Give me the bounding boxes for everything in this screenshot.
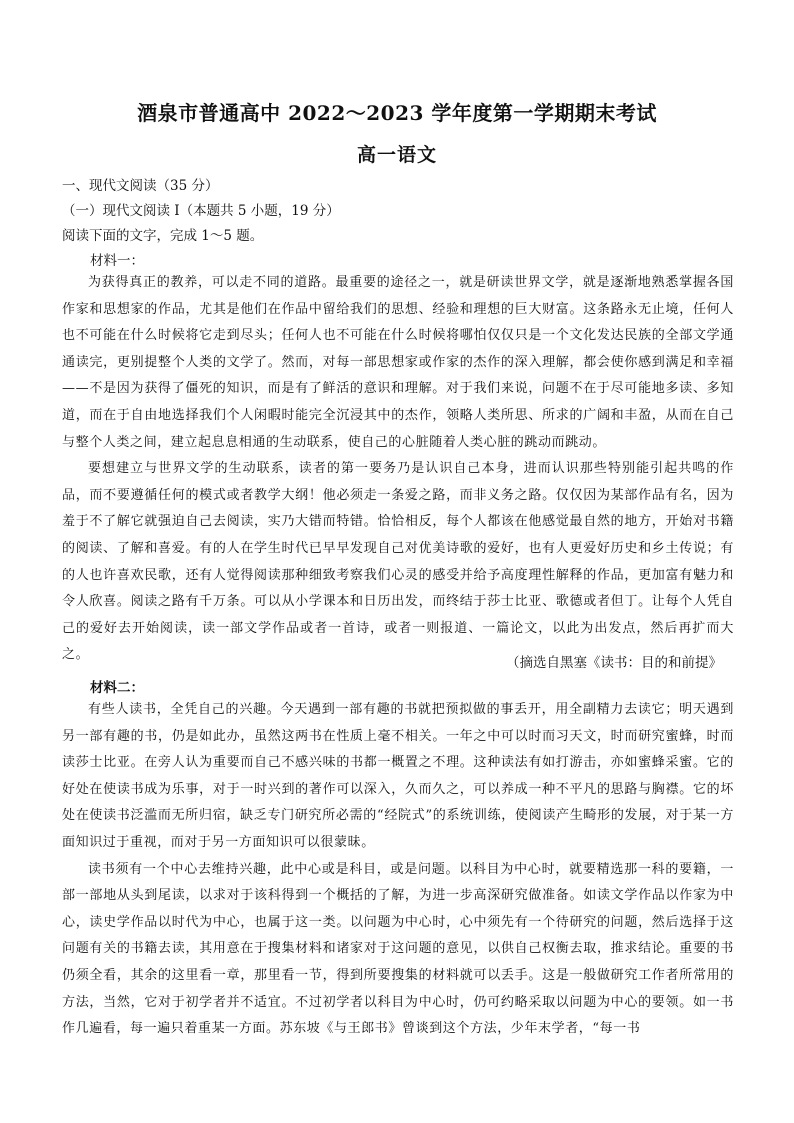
exam-title: 酒泉市普通高中 2022～2023 学年度第一学期期末考试 [137, 101, 657, 125]
section-heading: 一、现代文阅读（35 分） [62, 178, 219, 194]
material2-body [62, 697, 734, 1043]
material1-source: （摘选自黑塞《读书：目的和前提》 [506, 655, 722, 671]
material1-label: 材料一： [90, 253, 144, 269]
exam-subject: 高一语文 [356, 144, 437, 166]
material1-paragraph: 要想建立与世界文学的生动联系，读者的第一要务乃是认识自己本身，进而认识那些特别能引起共鸣的作品，而不要遵循任何的模式或者教学大纲！他必须走一条爱之路，而非义务之路。仅仅因为某部作品有名，因为羞于不了解它就强迫自己去阅读，实乃大错而特错。恰恰相反，每个人都该在他感觉最自然的地方，开始对书籍的阅读、了解和喜爱。有的人在学生时代已早早发现自己对优美诗歌的爱好，也有人更爱好历史和乡土传说；有的人也许喜欢民歌，还有人觉得阅读那种细致考察我们心灵的感受并给予高度理性解释的作品，更加富有魅力和令人欣喜。阅读之路有千万条。可以从小学课本和日历出发，而终结于莎士比亚、歌德或者但丁。让每个人凭自己的爱好去开始阅读，读一部文学作品或者一首诗，或者一则报道、一篇论文，以此为出发点，然后再扩而大之。 [62, 461, 734, 663]
material1-body [62, 270, 734, 669]
material1-paragraph: 为获得真正的教养，可以走不同的道路。最重要的途径之一，就是研读世界文学，就是逐渐地熟悉掌握各国作家和思想家的作品，尤其是他们在作品中留给我们的思想、经验和理想的巨大财富。这条路永无止境，任何人也不可能在什么时候将它走到尽头；任何人也不可能在什么时候将哪怕仅仅只是一个文化发达民族的全部文学通通读完，更别提整个人类的文学了。然而，对每一部思想家或作家的杰作的深入理解，都会使你感到满足和幸福——不是因为获得了僵死的知识，而是有了鲜活的意识和理解。对于我们来说，问题不在于尽可能地多读、多知道，而在于自由地选择我们个人闲暇时能完全沉浸其中的杰作，领略人类所思、所求的广阔和丰盈，从而在自己与整个人类之间，建立起息息相通的生动联系，使自己的心脏随着人类心脏的跳动而跳动。 [62, 275, 734, 450]
subsection-heading: （一）现代文阅读 I（本题共 5 小题，19 分） [62, 203, 340, 219]
instruction-text: 阅读下面的文字，完成 1～5 题。 [62, 228, 264, 244]
material2-paragraph: 有些人读书，全凭自己的兴趣。今天遇到一部有趣的书就把预拟做的事丢开，用全副精力去读它；明天遇到另一部有趣的书，仍是如此办，虽然这两书在性质上毫不相关。一年之中可以时而习天文，时而研究蜜蜂，时而读莎士比亚。在旁人认为重要而自己不感兴味的书都一概置之不理。这种读法有如打游击，亦如蜜蜂采蜜。它的好处在使读书成为乐事，对于一时兴到的著作可以深入，久而久之，可以养成一种不平凡的思路与胸襟。它的坏处在使读书泛滥而无所归宿，缺乏专门研究所必需的“经院式”的系统训练，使阅读产生畸形的发展，对于某一方面知识过于重视，而对于另一方面知识可以很蒙昧。 [62, 702, 734, 850]
material2-label: 材料二： [90, 680, 144, 696]
material2-paragraph: 读书须有一个中心去维持兴趣，此中心或是科目，或是问题。以科目为中心时，就要精选那一科的要籍，一部一部地从头到尾读，以求对于该科得到一个概括的了解，为进一步高深研究做准备。如读文学作品以作家为中心，读史学作品以时代为中心，也属于这一类。以问题为中心时，心中须先有一个待研究的问题，然后选择于这问题有关的书籍去读，其用意在于搜集材料和诸家对于这问题的意见，以供自己权衡去取，推求结论。重要的书仍须全看，其余的这里看一章，那里看一节，得到所要搜集的材料就可以丢手。这是一般做研究工作者所常用的方法，当然，它对于初学者并不适宜。不过初学者以科目为中心时，仍可约略采取以问题为中心的要领。如一书作几遍看，每一遍只着重某一方面。苏东坡《与王郎书》曾谈到这个方法，少年末学者，“每一书 [62, 861, 734, 1037]
